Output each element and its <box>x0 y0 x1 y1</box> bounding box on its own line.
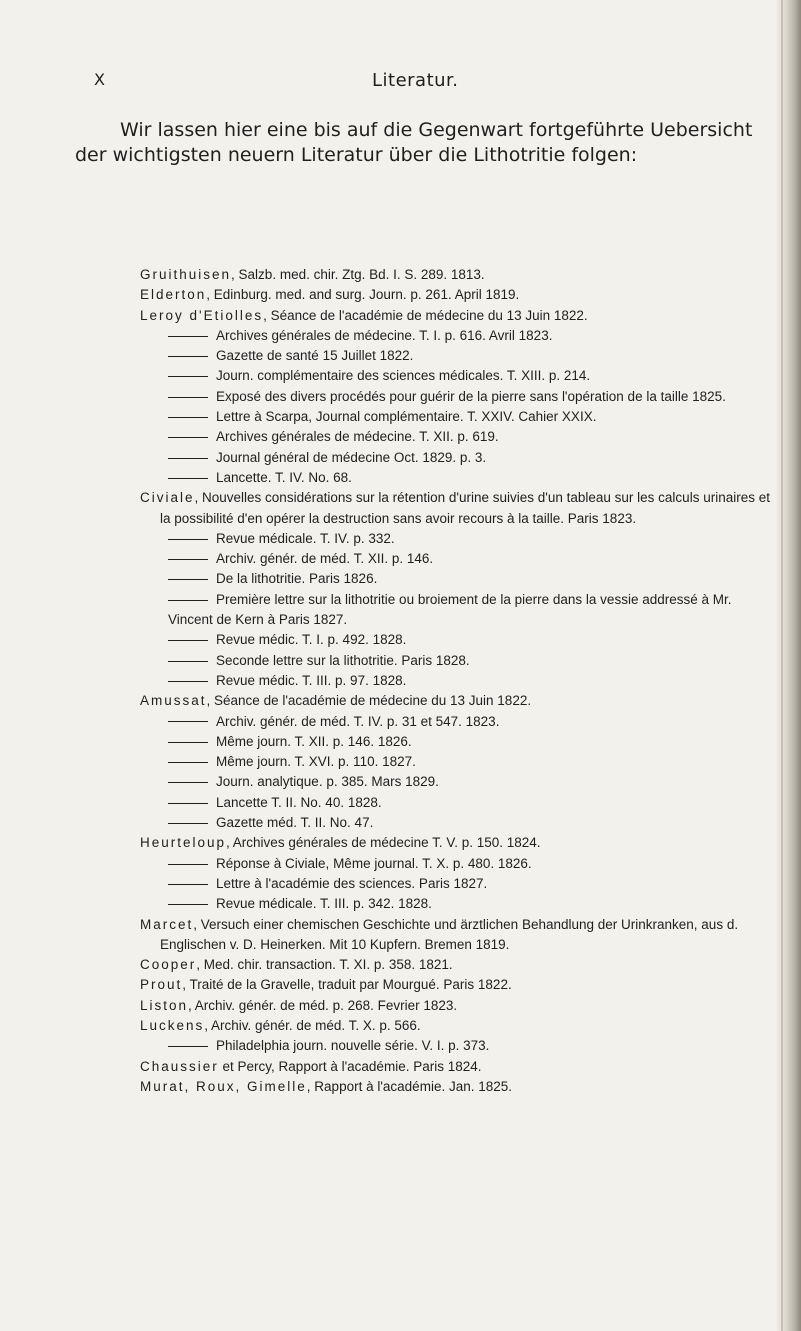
bibliography-entry <box>140 1057 780 1077</box>
bibliography-entry <box>140 1016 780 1036</box>
intro-text: Wir lassen hier eine bis auf die Gegenwart fortgeführte Uebersicht der wichtigsten neuern Literatur über die Lithotritie folgen: <box>75 119 753 166</box>
bibliography-subentry <box>140 874 780 894</box>
intro-paragraph <box>75 118 775 168</box>
page-number: X <box>94 70 105 89</box>
bibliography-subentry <box>140 549 780 569</box>
ditto-dash <box>168 742 208 743</box>
entry-text: , Edinburg. med. and surg. Journ. p. 261. April 1819. <box>206 287 520 303</box>
entry-author: Prout <box>140 977 183 993</box>
bibliography-subentry <box>140 407 780 427</box>
bibliography-entry <box>140 285 780 305</box>
ditto-dash <box>168 437 208 438</box>
bibliography-subentry <box>140 894 780 914</box>
entry-text: Revue médicale. T. IV. p. 332. <box>216 530 395 546</box>
entry-text: Archiv. génér. de méd. T. IV. p. 31 et 547. 1823. <box>216 713 500 729</box>
bibliography-subentry <box>140 651 780 671</box>
entry-text: Archives générales de médecine. T. I. p. 616. Avril 1823. <box>216 327 553 343</box>
ditto-dash <box>168 539 208 540</box>
entry-text: Revue médic. T. III. p. 97. 1828. <box>216 672 407 688</box>
bibliography-entry <box>140 833 780 853</box>
ditto-dash <box>168 1046 208 1047</box>
entry-text: Lettre à l'académie des sciences. Paris 1827. <box>216 875 488 891</box>
bibliography-entry <box>140 691 780 711</box>
entry-text: Revue médicale. T. III. p. 342. 1828. <box>216 896 432 912</box>
ditto-dash <box>168 397 208 398</box>
entry-text: Lancette T. II. No. 40. 1828. <box>216 794 382 810</box>
entry-text: Lancette. T. IV. No. 68. <box>216 469 352 485</box>
entry-text: , Traité de la Gravelle, traduit par Mourgué. Paris 1822. <box>182 977 512 993</box>
entry-text: , Archives générales de médecine T. V. p. 150. 1824. <box>226 835 541 851</box>
entry-text: , Archiv. génér. de méd. p. 268. Fevrier 1823. <box>188 997 458 1013</box>
page-edge-line <box>781 0 783 1331</box>
ditto-dash <box>168 640 208 641</box>
bibliography-subentry <box>140 671 780 691</box>
entry-text: Journ. complémentaire des sciences médicales. T. XIII. p. 214. <box>216 368 591 384</box>
ditto-dash <box>168 600 208 601</box>
entry-text: , Séance de l'académie de médecine du 13 Juin 1822. <box>263 307 588 323</box>
bibliography-entry <box>140 915 780 956</box>
bibliography-subentry <box>140 813 780 833</box>
ditto-dash <box>168 458 208 459</box>
bibliography-subentry <box>140 752 780 772</box>
bibliography-subentry <box>140 326 780 346</box>
bibliography-subentry <box>140 387 780 407</box>
bibliography-entry <box>140 265 780 285</box>
bibliography-subentry <box>140 366 780 386</box>
bibliography-subentry <box>140 346 780 366</box>
bibliography-subentry <box>140 772 780 792</box>
entry-text: , Med. chir. transaction. T. XI. p. 358. 1821. <box>196 957 453 973</box>
entry-text: De la lithotritie. Paris 1826. <box>216 571 378 587</box>
bibliography-entry <box>140 955 780 975</box>
entry-author: Amussat <box>140 693 207 709</box>
ditto-dash <box>168 417 208 418</box>
ditto-dash <box>168 661 208 662</box>
entry-text: Archiv. génér. de méd. T. XII. p. 146. <box>216 551 434 567</box>
entry-text: Même journ. T. XII. p. 146. 1826. <box>216 733 412 749</box>
running-head <box>0 70 801 92</box>
entry-text: Gazette de santé 15 Juillet 1822. <box>216 348 414 364</box>
bibliography-entry <box>140 306 780 326</box>
ditto-dash <box>168 904 208 905</box>
bibliography-subentry <box>140 590 780 631</box>
entry-author: Murat, Roux, Gimelle <box>140 1078 307 1094</box>
entry-text: , Versuch einer chemischen Geschichte und ärztlichen Behandlung der Urinkranken, aus d. Englischen v. D. Heinerken. Mit 10 Kupfern. Bremen 1819. <box>160 916 739 952</box>
ditto-dash <box>168 782 208 783</box>
bibliography-subentry <box>140 468 780 488</box>
entry-text: Archives générales de médecine. T. XII. p. 619. <box>216 429 499 445</box>
ditto-dash <box>168 681 208 682</box>
entry-text: , Salzb. med. chir. Ztg. Bd. I. S. 289. 1813. <box>231 267 485 282</box>
ditto-dash <box>168 376 208 377</box>
running-title: Literatur. <box>372 70 459 91</box>
entry-text: Journal général de médecine Oct. 1829. p. 3. <box>216 449 487 465</box>
entry-author: Luckens <box>140 1017 205 1033</box>
entry-author: Heurteloup <box>140 835 227 851</box>
ditto-dash <box>168 579 208 580</box>
entry-text: Philadelphia journ. nouvelle série. V. I. p. 373. <box>216 1038 490 1054</box>
bibliography-subentry <box>140 793 780 813</box>
entry-text: Exposé des divers procédés pour guérir de la pierre sans l'opération de la taille 1825. <box>216 388 726 404</box>
entry-text: Réponse à Civiale, Même journal. T. X. p. 480. 1826. <box>216 855 532 871</box>
ditto-dash <box>168 336 208 337</box>
bibliography-entry <box>140 1077 780 1097</box>
entry-author: Chaussier <box>140 1058 219 1074</box>
bibliography-subentry <box>140 427 780 447</box>
ditto-dash <box>168 762 208 763</box>
entry-text: , Séance de l'académie de médecine du 13 Juin 1822. <box>206 693 532 709</box>
entry-text: Seconde lettre sur la lithotritie. Paris 1828. <box>216 652 470 668</box>
bibliography-subentry <box>140 1036 780 1056</box>
ditto-dash <box>168 356 208 357</box>
ditto-dash <box>168 803 208 804</box>
ditto-dash <box>168 864 208 865</box>
entry-text: Lettre à Scarpa, Journal complémentaire. T. XXIV. Cahier XXIX. <box>216 409 597 425</box>
ditto-dash <box>168 478 208 479</box>
bibliography-entry <box>140 996 780 1016</box>
entry-author: Marcet <box>140 916 194 932</box>
ditto-dash <box>168 884 208 885</box>
ditto-dash <box>168 559 208 560</box>
entry-text: et Percy, Rapport à l'académie. Paris 1824. <box>218 1058 482 1074</box>
bibliography-subentry <box>140 854 780 874</box>
entry-author: Leroy d'Etiolles <box>140 307 264 323</box>
entry-author: Civiale <box>140 490 195 506</box>
bibliography-subentry <box>140 529 780 549</box>
entry-text: , Archiv. génér. de méd. T. X. p. 566. <box>204 1017 421 1033</box>
ditto-dash <box>168 721 208 722</box>
entry-text: , Nouvelles considérations sur la rétention d'urine suivies d'un tableau sur les calculs urinaires et la possibilité d'en opérer la destruction sans avoir recours à la taille. Paris 1823. <box>160 490 770 526</box>
bibliography-subentry <box>140 630 780 650</box>
entry-text: Journ. analytique. p. 385. Mars 1829. <box>216 774 439 790</box>
bibliography-entry <box>140 488 780 529</box>
bibliography-subentry <box>140 732 780 752</box>
bibliography-subentry <box>140 712 780 732</box>
bibliography-list <box>140 265 780 1097</box>
entry-text: , Rapport à l'académie. Jan. 1825. <box>306 1078 512 1094</box>
entry-text: Revue médic. T. I. p. 492. 1828. <box>216 632 407 648</box>
entry-author: Gruithuisen <box>140 267 232 282</box>
bibliography-subentry <box>140 569 780 589</box>
entry-text: Première lettre sur la lithotritie ou broiement de la pierre dans la vessie addressé à Mr. Vincent de Kern à Paris 1827. <box>168 591 732 628</box>
entry-author: Liston <box>140 997 189 1013</box>
entry-text: Même journ. T. XVI. p. 110. 1827. <box>216 754 416 770</box>
entry-author: Elderton <box>140 287 207 303</box>
entry-author: Cooper <box>140 957 197 973</box>
entry-text: Gazette méd. T. II. No. 47. <box>216 815 374 831</box>
ditto-dash <box>168 823 208 824</box>
bibliography-subentry <box>140 448 780 468</box>
bibliography-entry <box>140 975 780 995</box>
